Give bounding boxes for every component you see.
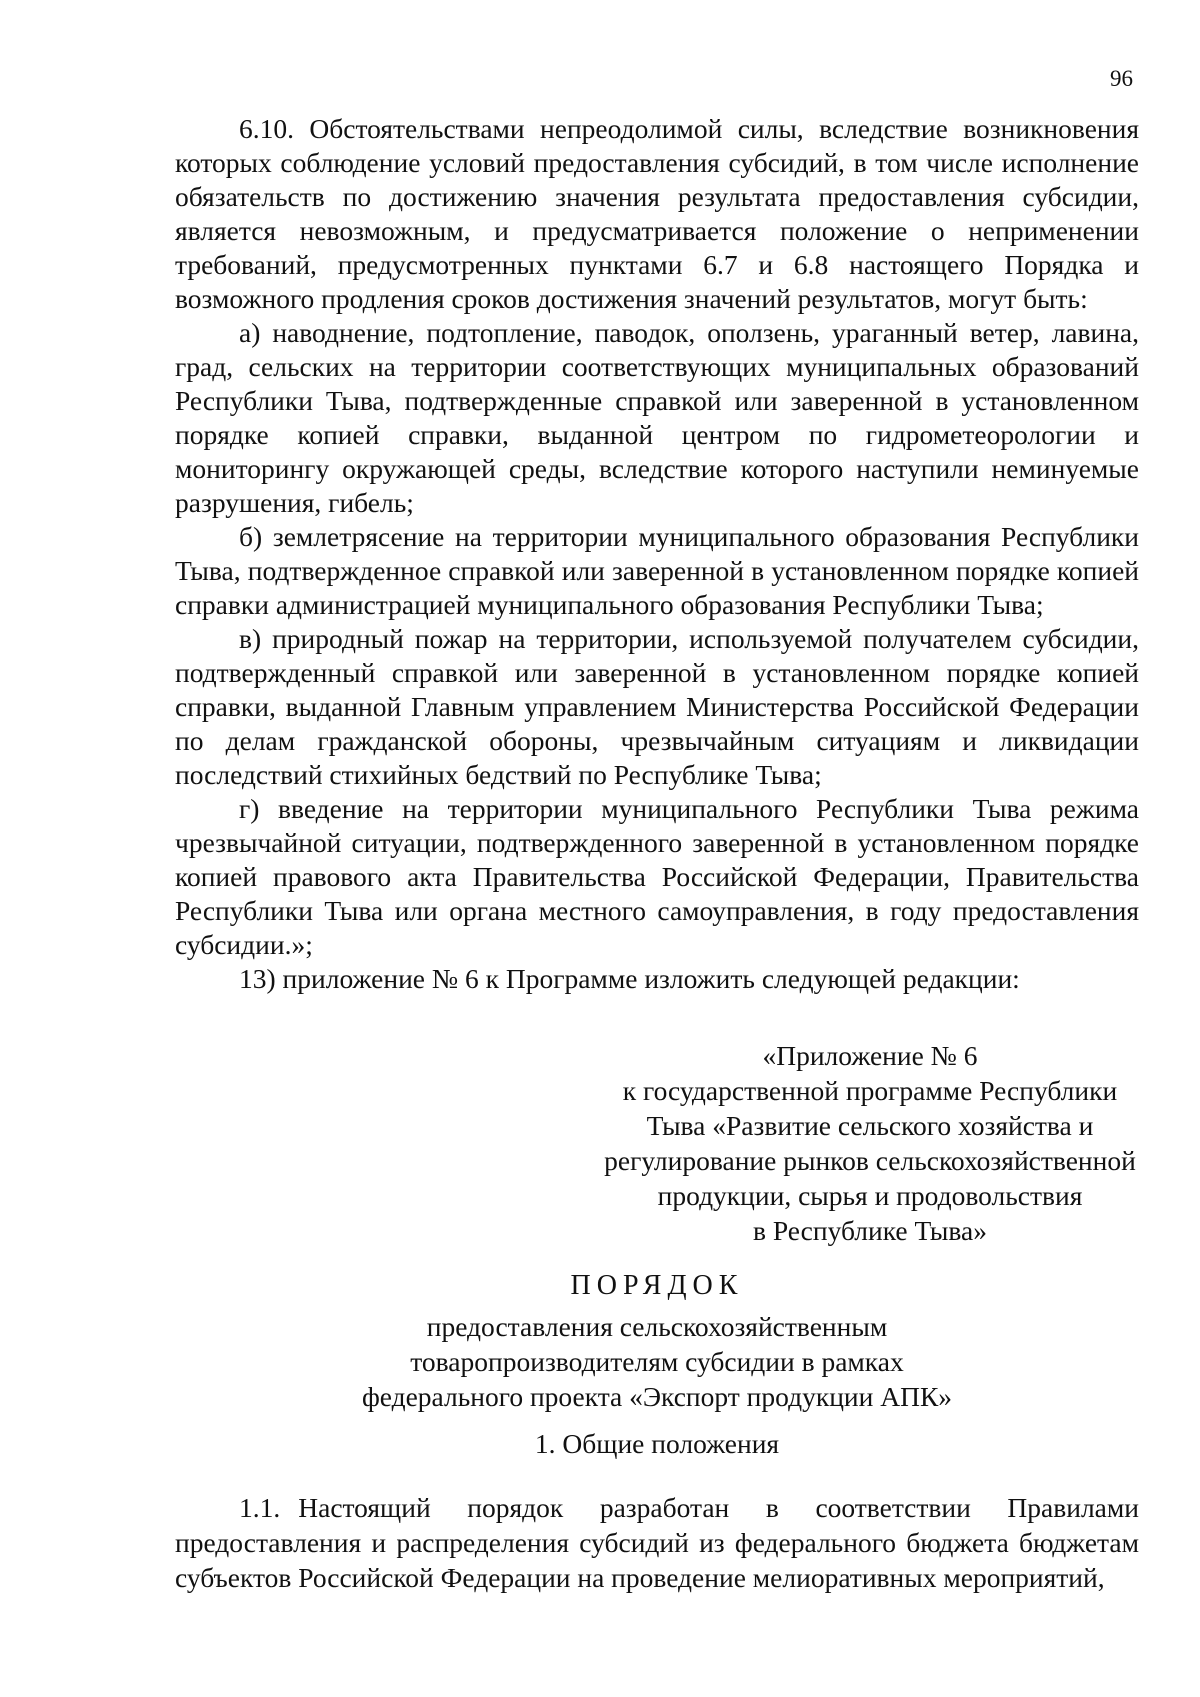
- appendix-line: регулирование рынков сельскохозяйственной: [604, 1145, 1136, 1176]
- section-heading: 1. Общие положения: [534, 1428, 780, 1459]
- paragraph-item-g: г) введение на территории муниципального Республики Тыва режима чрезвычайной ситуации, подтвержденного заверенной в установленном порядке копией правового акта Правительства Российской Федерации, Правительства Республики Тыва или органа местного самоуправления, в году предоставления субсидии.»;: [175, 793, 1139, 960]
- document-subtitle: [175, 1309, 1139, 1414]
- body-text: [175, 112, 1139, 996]
- section-text: [175, 1490, 1139, 1595]
- page-number: 96: [1110, 66, 1133, 91]
- paragraph-item-v: в) природный пожар на территории, используемой получателем субсидии, подтвержденный справкой или заверенной в установленном порядке копией справки, выданной Главным управлением Министерства Российской Федерации по делам гражданской обороны, чрезвычайным ситуациям и ликвидации последствий стихийных бедствий по Республике Тыва;: [175, 623, 1139, 790]
- subtitle-line: федерального проекта «Экспорт продукции АПК»: [361, 1381, 953, 1412]
- appendix-line: «Приложение № 6: [762, 1040, 978, 1071]
- clause-number: 1.1.: [239, 1492, 281, 1523]
- paragraph-force-majeure: 6.10. Обстоятельствами непреодолимой силы, вследствие возникновения которых соблюдение условий предоставления субсидий, в том числе исполнение обязательств по достижению значения результата предоставления субсидии, является невозможным, и предусматривается положение о неприменении требований, предусмотренных пунктами 6.7 и 6.8 настоящего Порядка и возможного продления сроков достижения значений результатов, могут быть:: [175, 113, 1139, 314]
- subtitle-line: предоставления сельскохозяйственным: [426, 1311, 888, 1342]
- appendix-line: Тыва «Развитие сельского хозяйства и: [646, 1110, 1094, 1141]
- document-title-block: [175, 1268, 1139, 1414]
- paragraph-item-a: а) наводнение, подтопление, паводок, оползень, ураганный ветер, лавина, град, сельских на территории соответствующих муниципальных образований Республики Тыва, подтвержденные справкой или заверенной в установленном порядке копией справки, выданной центром по гидрометеорологии и мониторингу окружающей среды, вследствие которого наступили неминуемые разрушения, гибель;: [175, 317, 1139, 518]
- subtitle-line: товаропроизводителям субсидии в рамках: [410, 1346, 904, 1377]
- appendix-line: к государственной программе Республики: [622, 1075, 1118, 1106]
- clause-text: Настоящий порядок разработан в соответствии Правилами предоставления и распределения субсидий из федерального бюджета бюджетам субъектов Российской Федерации на проведение мелиоративных мероприятий,: [175, 1492, 1139, 1593]
- paragraph-item-b: б) землетрясение на территории муниципального образования Республики Тыва, подтвержденное справкой или заверенной в установленном порядке копией справки администрацией муниципального образования Республики Тыва;: [175, 521, 1139, 620]
- appendix-header: [570, 1038, 1170, 1248]
- clause-1-1: [175, 1490, 1139, 1595]
- document-title: ПОРЯДОК: [570, 1270, 744, 1301]
- paragraph-amendment-13: 13) приложение № 6 к Программе изложить следующей редакции:: [239, 963, 1020, 994]
- appendix-line: продукции, сырья и продовольствия: [657, 1180, 1083, 1211]
- appendix-line: в Республике Тыва»: [753, 1215, 987, 1246]
